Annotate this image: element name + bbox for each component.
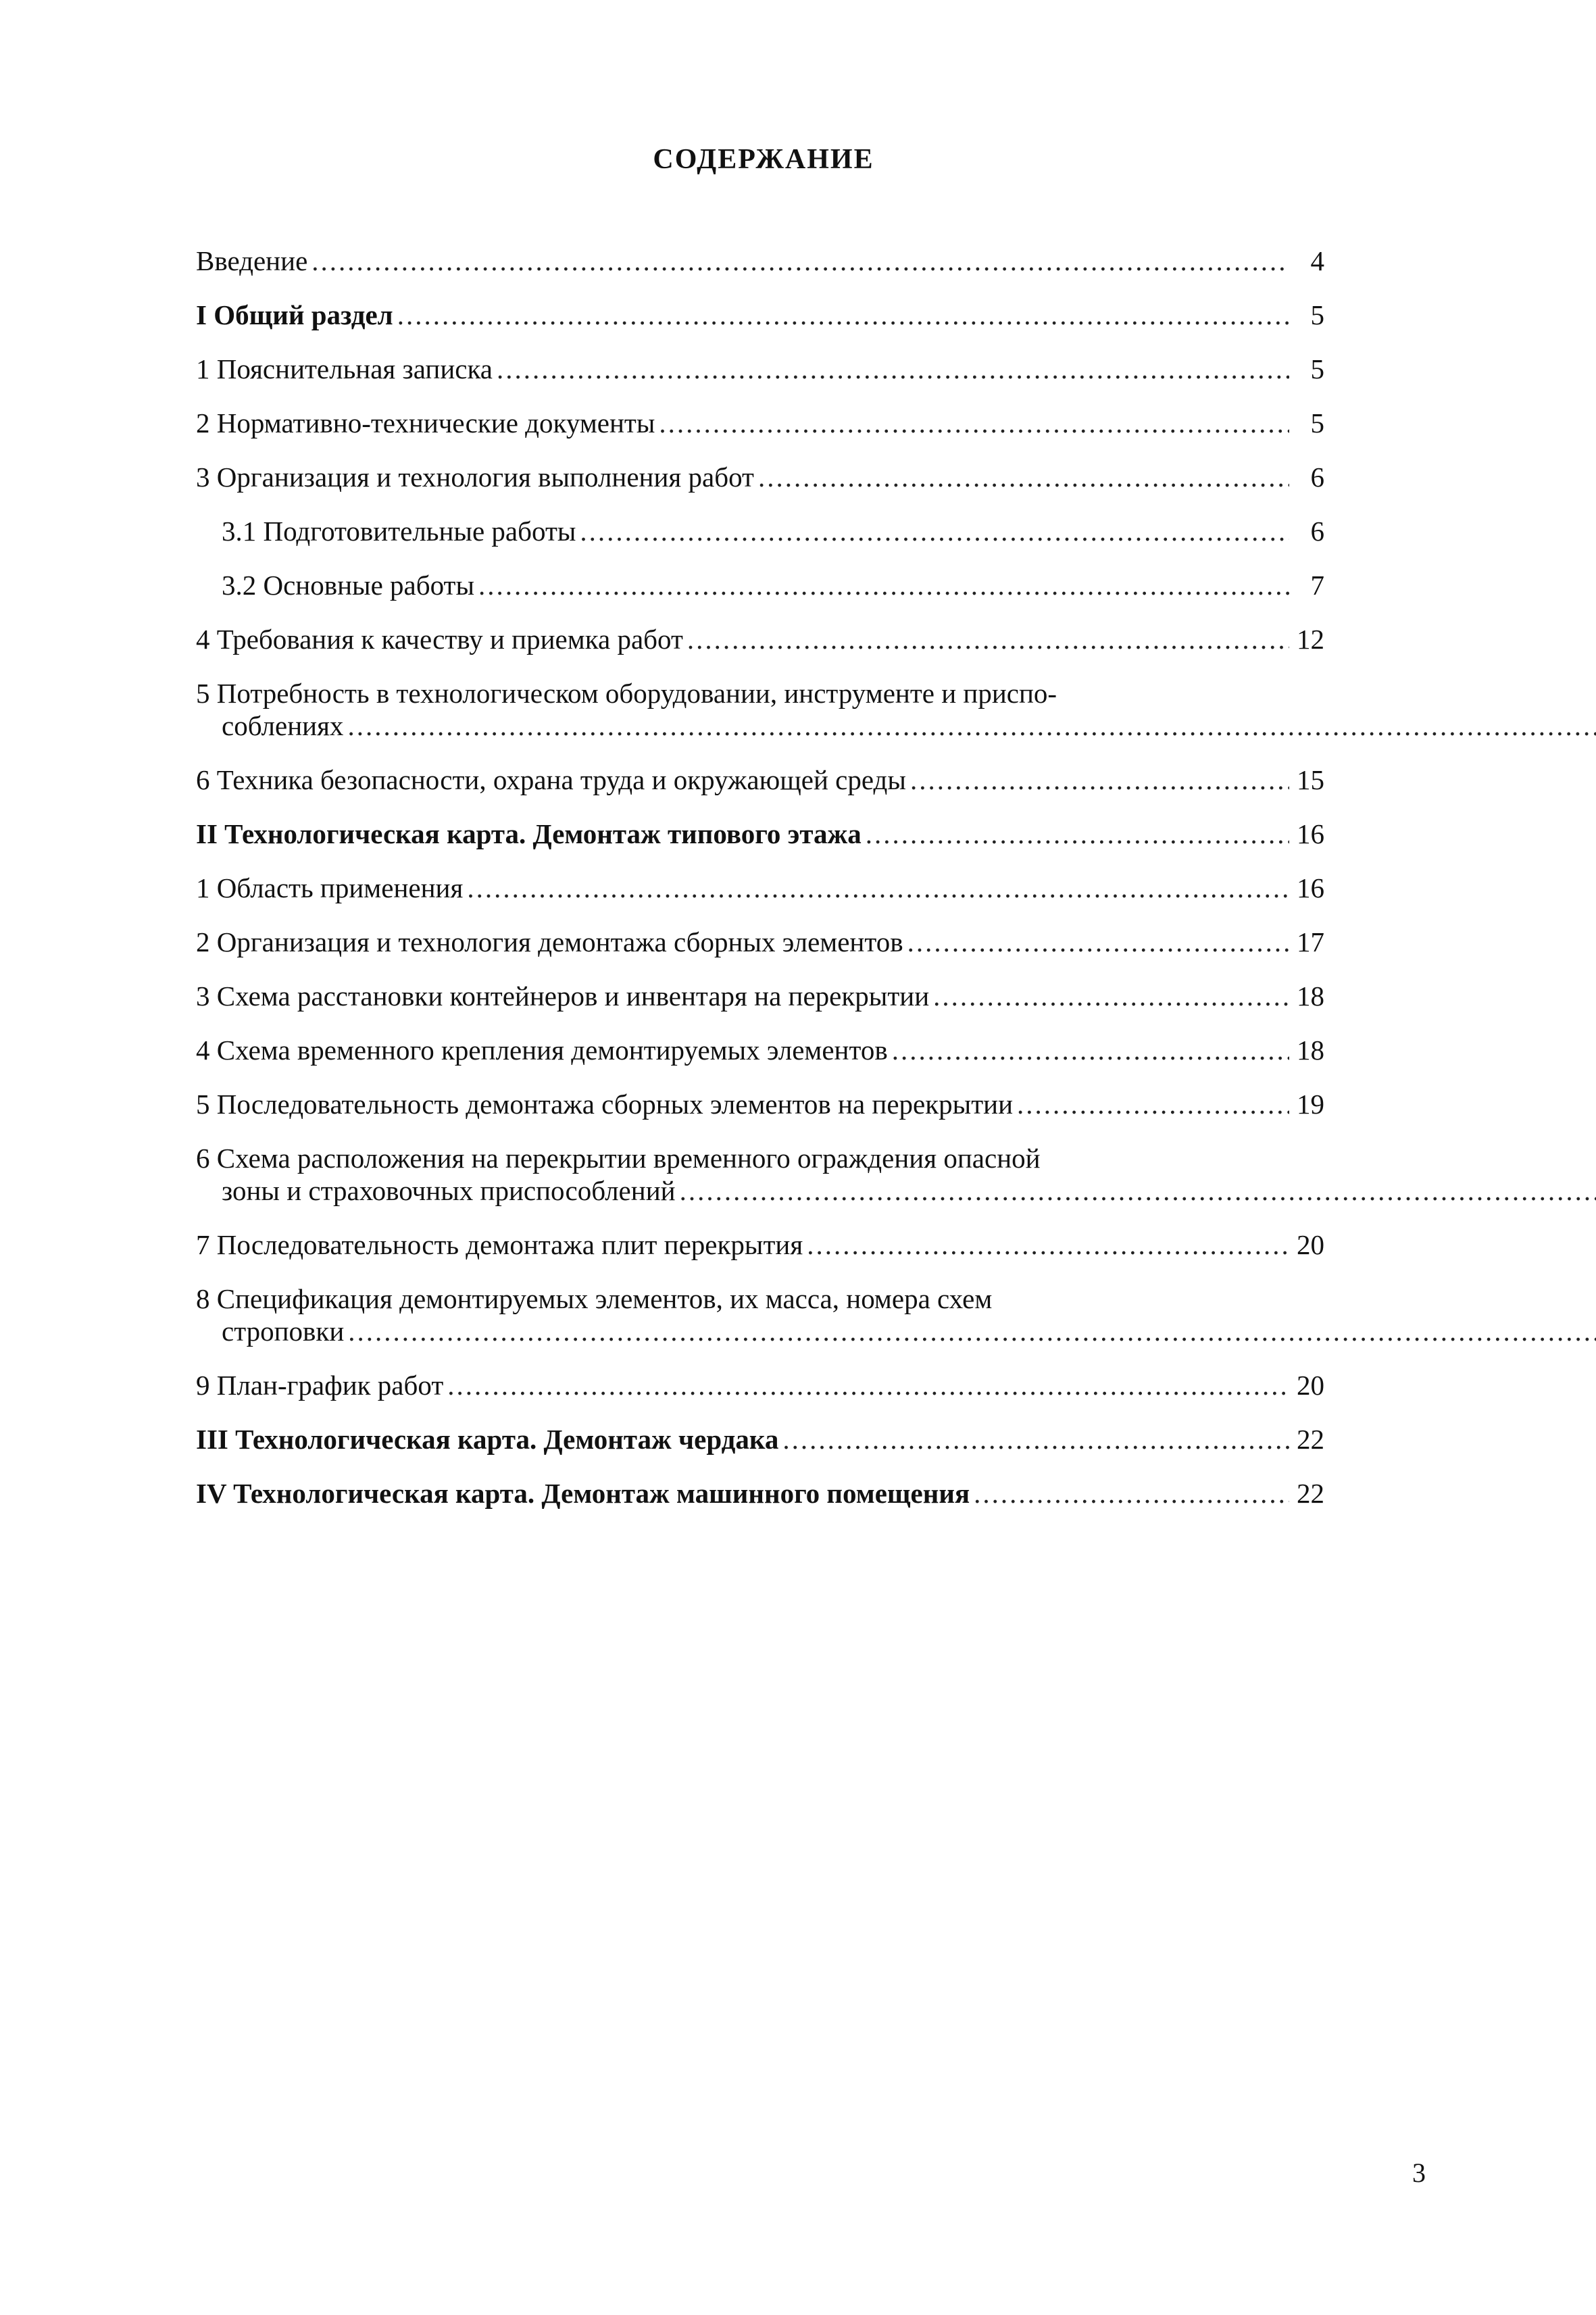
toc-entry-page: 5 [1310, 299, 1324, 330]
toc-entry-page: 15 [1297, 764, 1324, 795]
toc-entry-page: 16 [1297, 818, 1324, 849]
toc-entry [196, 1034, 1324, 1066]
toc-entry [196, 623, 1324, 655]
toc-entry-page: 6 [1310, 462, 1324, 493]
toc-entry-title-continuation: строповки [222, 1316, 345, 1347]
dot-leader [659, 407, 1289, 439]
dot-leader [580, 515, 1289, 547]
toc-entry [196, 926, 1324, 958]
toc-entry-page: 18 [1297, 980, 1324, 1012]
toc-entry-title: 3 Схема расстановки контейнеров и инвентаря на перекрытии [196, 980, 930, 1012]
toc-entry [196, 1283, 1324, 1347]
toc-entry-title: 3.1 Подготовительные работы [222, 516, 576, 547]
toc-entry [196, 569, 1324, 601]
toc-entry-page: 22 [1297, 1478, 1324, 1509]
toc-entry-title: 1 Область применения [196, 872, 464, 903]
toc-entry [196, 515, 1324, 547]
toc-entry-title-continuation: соблениях [222, 710, 344, 741]
toc-entry-title: II Технологическая карта. Демонтаж типового этажа [196, 818, 862, 849]
toc-entry [196, 461, 1324, 493]
toc-entry [196, 1228, 1324, 1261]
dot-leader [866, 818, 1289, 850]
toc-entry-title: 3 Организация и технология выполнения работ [196, 462, 754, 493]
dot-leader [478, 569, 1289, 601]
page-number: 3 [1412, 2158, 1426, 2188]
toc-entry-title: 2 Нормативно-технические документы [196, 407, 655, 439]
toc-entry [196, 407, 1324, 439]
toc-entry-continuation-line [196, 1315, 1596, 1347]
toc-entry-page: 16 [1297, 872, 1324, 903]
dot-leader [782, 1423, 1289, 1455]
toc-entry [196, 1088, 1324, 1120]
toc-entry-title: 1 Пояснительная записка [196, 353, 493, 384]
toc-entry-continuation-line [196, 710, 1596, 742]
dot-leader [807, 1228, 1289, 1261]
toc-entry-text-block [196, 1142, 1596, 1207]
toc-entry-title: 8 Спецификация демонтируемых элементов, их масса, номера схем [196, 1283, 993, 1314]
toc-entry-page: 6 [1310, 516, 1324, 547]
toc-entry-title-continuation: зоны и страховочных приспособлений [222, 1175, 676, 1206]
dot-leader [907, 926, 1289, 958]
dot-leader [348, 1315, 1596, 1347]
dot-leader [447, 1369, 1289, 1401]
dot-leader [497, 353, 1289, 385]
dot-leader [974, 1477, 1289, 1510]
toc-entry [196, 980, 1324, 1012]
toc-entry-title: I Общий раздел [196, 299, 393, 330]
toc-entry-page: 19 [1297, 1089, 1324, 1120]
toc-entry [196, 872, 1324, 904]
table-of-contents [196, 245, 1324, 1531]
toc-entry-title: 9 План-график работ [196, 1370, 444, 1401]
toc-entry-page: 4 [1310, 245, 1324, 276]
page-title: СОДЕРЖАНИЕ [653, 144, 874, 175]
dot-leader [933, 980, 1289, 1012]
toc-entry [196, 764, 1324, 796]
toc-entry [196, 245, 1324, 277]
dot-leader [687, 623, 1289, 655]
dot-leader [1017, 1088, 1289, 1120]
toc-entry [196, 1423, 1324, 1455]
toc-entry-page: 18 [1297, 1035, 1324, 1066]
toc-entry [196, 353, 1324, 385]
toc-entry-title: 7 Последовательность демонтажа плит перекрытия [196, 1229, 803, 1260]
toc-entry-title: Введение [196, 245, 308, 276]
toc-entry [196, 1369, 1324, 1401]
toc-entry-text-block [196, 677, 1596, 742]
toc-entry-page: 7 [1310, 570, 1324, 601]
toc-entry-continuation-line [196, 1174, 1596, 1207]
toc-entry-page: 22 [1297, 1424, 1324, 1455]
toc-entry [196, 677, 1324, 742]
dot-leader [467, 872, 1289, 904]
toc-entry-title: 5 Последовательность демонтажа сборных элементов на перекрытии [196, 1089, 1014, 1120]
dot-leader [397, 299, 1289, 331]
toc-entry-title: 6 Схема расположения на перекрытии временного ограждения опасной [196, 1143, 1041, 1174]
toc-entry-title: IV Технологическая карта. Демонтаж машинного помещения [196, 1478, 970, 1509]
toc-entry-title: 5 Потребность в технологическом оборудовании, инструменте и приспо- [196, 678, 1057, 709]
dot-leader [311, 245, 1289, 277]
toc-entry-title: 6 Техника безопасности, охрана труда и окружающей среды [196, 764, 906, 795]
toc-entry-title: 3.2 Основные работы [222, 570, 475, 601]
toc-entry-title: 2 Организация и технология демонтажа сборных элементов [196, 926, 903, 957]
toc-entry-page: 17 [1297, 926, 1324, 957]
toc-entry [196, 1142, 1324, 1207]
dot-leader [758, 461, 1289, 493]
toc-entry-title: 4 Требования к качеству и приемка работ [196, 624, 683, 655]
toc-entry-title: 4 Схема временного крепления демонтируемых элементов [196, 1035, 888, 1066]
dot-leader [680, 1174, 1596, 1207]
toc-entry-page: 20 [1297, 1370, 1324, 1401]
toc-entry-page: 5 [1310, 407, 1324, 439]
toc-entry-title: III Технологическая карта. Демонтаж чердака [196, 1424, 779, 1455]
dot-leader [910, 764, 1289, 796]
toc-entry-page: 12 [1297, 624, 1324, 655]
toc-entry [196, 1477, 1324, 1510]
toc-entry [196, 299, 1324, 331]
dot-leader [892, 1034, 1289, 1066]
dot-leader [347, 710, 1596, 742]
toc-entry-page: 20 [1297, 1229, 1324, 1260]
toc-entry [196, 818, 1324, 850]
toc-entry-text-block [196, 1283, 1596, 1347]
toc-entry-page: 5 [1310, 353, 1324, 384]
